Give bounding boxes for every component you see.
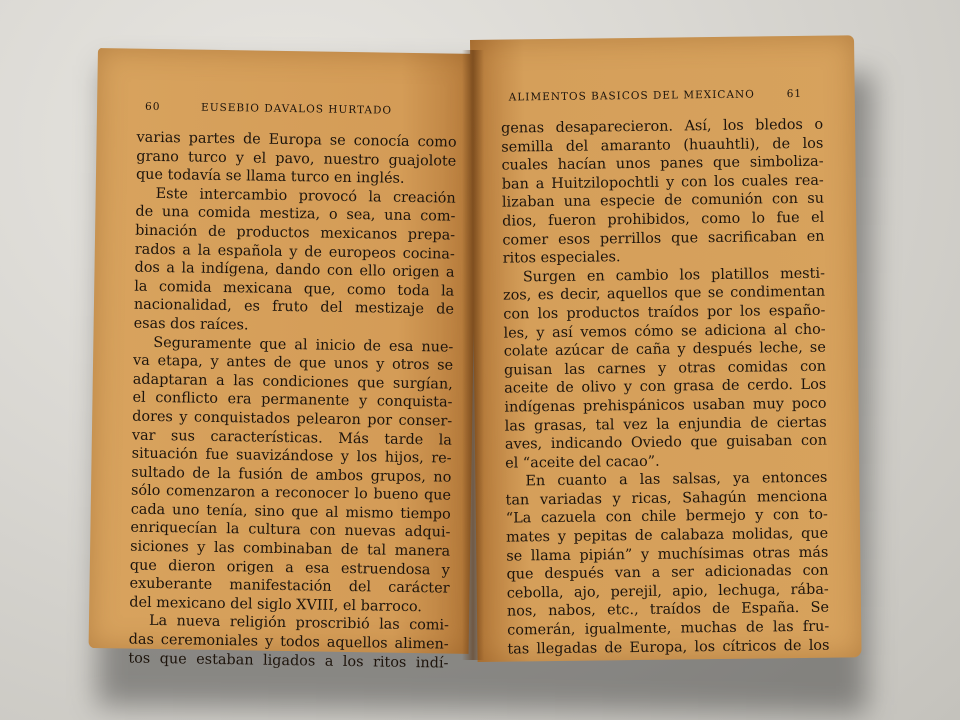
text-line: tos que estaban ligados a los ritos indí- (128, 650, 449, 672)
text-line: esas dos raíces. (133, 315, 249, 334)
text-line: Surgen en cambio los platillos mesti- (522, 265, 825, 286)
left-page (89, 48, 478, 672)
text-line: guisan las carnes y otras comidas con (503, 358, 827, 379)
text-line: lizaban una especie de comunión con su (501, 191, 825, 211)
text-line: var sus características. Más tarde la (131, 427, 453, 449)
right-page-number: 61 (786, 87, 803, 101)
text-line: tan variadas y ricas, Sahagún menciona (505, 488, 828, 509)
text-line: indígenas prehispánicos usaban muy poco (504, 395, 827, 416)
text-line: mates y pepitas de calabaza molidas, que (505, 525, 829, 546)
text-line: ritos especiales. (502, 249, 621, 267)
text-line: de una comida mestiza, o sea, una com- (135, 203, 456, 226)
text-line: semilla del amaranto (huauhtli), de los (501, 135, 824, 156)
text-line: adaptaran a las condiciones que surgían, (132, 371, 453, 393)
text-line: va etapa, y antes de que unos y otros se (132, 352, 454, 374)
text-line: con los productos traídos por los españo- (503, 302, 826, 323)
text-line: dos a la indígena, dando con ello origen a (134, 259, 455, 281)
text-line: rados a la española y de europeos cocina- (134, 241, 455, 263)
text-line: nos, nabos, etc., traídos de España. Se (506, 600, 830, 621)
text-line: varias partes de Europa se conocía como (136, 129, 457, 151)
text-line: cebolla, ajo, perejil, apio, lechuga, rába- (506, 581, 829, 602)
text-line: tas llegadas de Europa, los cítricos de los (507, 637, 830, 658)
text-line: grano turco y el pavo, nuestro guajolote (136, 148, 457, 170)
text-line: genas desaparecieron. Así, los bledos o (500, 116, 824, 137)
text-line: sólo comenzaron a reconocer lo bueno que (130, 482, 452, 504)
text-line: colate azúcar de caña y después leche, se (503, 339, 826, 360)
text-line: aceite de olivo y con grasa de cerdo. Los (504, 376, 827, 397)
text-line: cuales hacían unos panes que simboliza- (501, 153, 824, 174)
text-line: enriquecían la cultura con nuevas adqui- (130, 520, 451, 542)
text-line: La nueva religión proscribió las comi- (148, 613, 450, 635)
text-line: dios, fueron prohibidos, como lo fue el (502, 209, 825, 230)
text-line: ban a Huitzilopochtli y con los cuales rea- (501, 172, 824, 193)
text-line: das ceremoniales y todos aquellos alimen- (128, 631, 449, 653)
text-line: nacionalidad, es fruto del mestizaje de (133, 296, 455, 318)
text-line: que después van a ser adicionadas con (506, 562, 829, 583)
text-line: Este intercambio provocó la creación (155, 185, 456, 207)
text-line: comerán, igualmente, muchas de las fru- (507, 618, 830, 639)
left-running-head: EUSEBIO DAVALOS HURTADO (200, 101, 393, 117)
text-line: En cuanto a las salsas, ya entonces (525, 469, 828, 490)
text-line: situación fue suavizándose y los hijos, re- (131, 445, 452, 467)
text-line: cada uno tenía, sino que al mismo tiempo (130, 501, 451, 523)
text-line: el conflicto era permanente y conquista- (132, 389, 453, 411)
right-page (470, 35, 862, 662)
text-line: zos, es decir, aquellos que se condimentan (503, 284, 826, 304)
right-page-text (501, 116, 830, 659)
text-line: el “aceite del cacao”. (505, 453, 660, 472)
text-line: comer esos perrillos que sacrificaban en (502, 228, 825, 249)
left-page-number: 60 (144, 100, 161, 113)
right-running-head: ALIMENTOS BASICOS DEL MEXICANO (508, 88, 755, 104)
text-line: sultado de la fusión de ambos grupos, no (131, 464, 452, 486)
left-page-text (128, 129, 456, 673)
book-gutter (462, 50, 484, 660)
text-line: la comida mexicana que, como toda la (134, 278, 455, 300)
text-line: que dieron origen a esa estruendosa y (129, 557, 450, 579)
text-line: las grasas, tal vez la enjundia de ciertas (504, 414, 827, 435)
text-line: binación de productos mexicanos prepa- (135, 222, 456, 244)
text-line: del mexicano del siglo XVIII, el barroco. (129, 594, 423, 615)
text-line: dores y conquistados pelearon por conser- (132, 408, 453, 430)
text-line: “La cazuela con chile bermejo y con to- (505, 507, 828, 528)
text-line: aves, indicando Oviedo que guisaban con (504, 432, 828, 453)
text-line: les, y así vemos cómo se adiciona al cho- (503, 321, 826, 342)
text-line: exuberante manifestación del carácter (129, 575, 450, 597)
text-line: que todavía se llama turco en inglés. (135, 166, 405, 188)
text-line: siciones y las combinaban de tal manera (130, 538, 451, 560)
text-line: Seguramente que al inicio de esa nue- (153, 334, 454, 356)
text-line: se llama pipián” y muchísimas otras más (506, 544, 829, 565)
